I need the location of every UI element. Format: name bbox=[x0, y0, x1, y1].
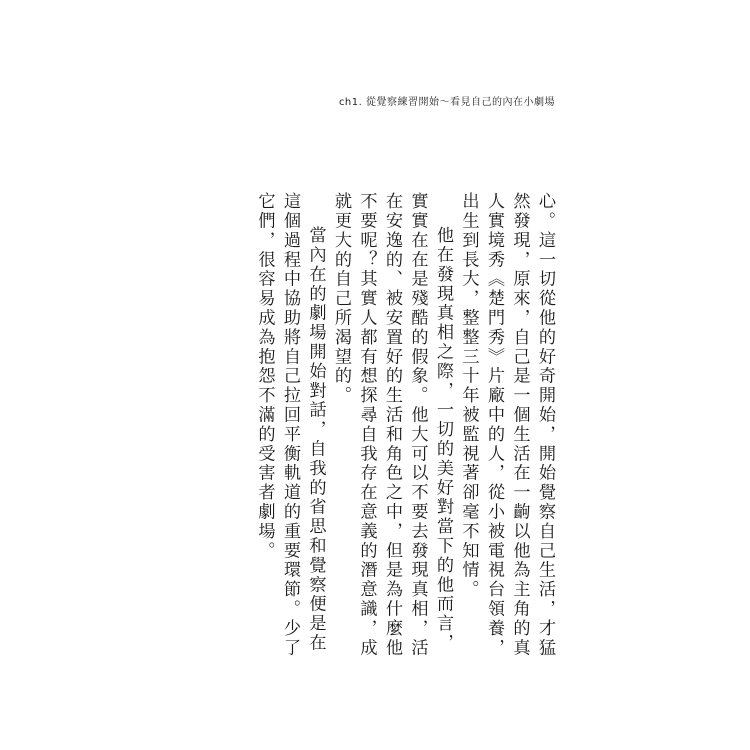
paragraph-3: 當內在的劇場開始對話，自我的省思和覺察便是在這個過程中協助將自己拉回平衡軌道的重要環節。少了它們，很容易成為抱怨不滿的受害者劇場。 bbox=[254, 192, 326, 658]
chapter-running-header: ch1. 從覺察練習開始～看見自己的內在小劇場 bbox=[338, 97, 555, 108]
body-text bbox=[227, 192, 557, 662]
paragraph-2: 他在發現真相之際，一切的美好對當下的他而言，實實在在是殘酷的假象。他大可以不要去發現真相，活在安逸的、被安置好的生活和角色之中，但是為什麼他不要呢？其實人都有想探尋自我存在意義的潛意識，成就更大的自己所渴望的。 bbox=[331, 192, 453, 658]
paragraph-1: 心。這一切從他的好奇開始，開始覺察自己生活，才猛然發現，原來，自己是一個生活在一齣以他為主角的真人實境秀《楚門秀》片廠中的人，從小被電視台領養，出生到長大，整整三十年被監視著卻毫不知情。 bbox=[458, 192, 555, 658]
